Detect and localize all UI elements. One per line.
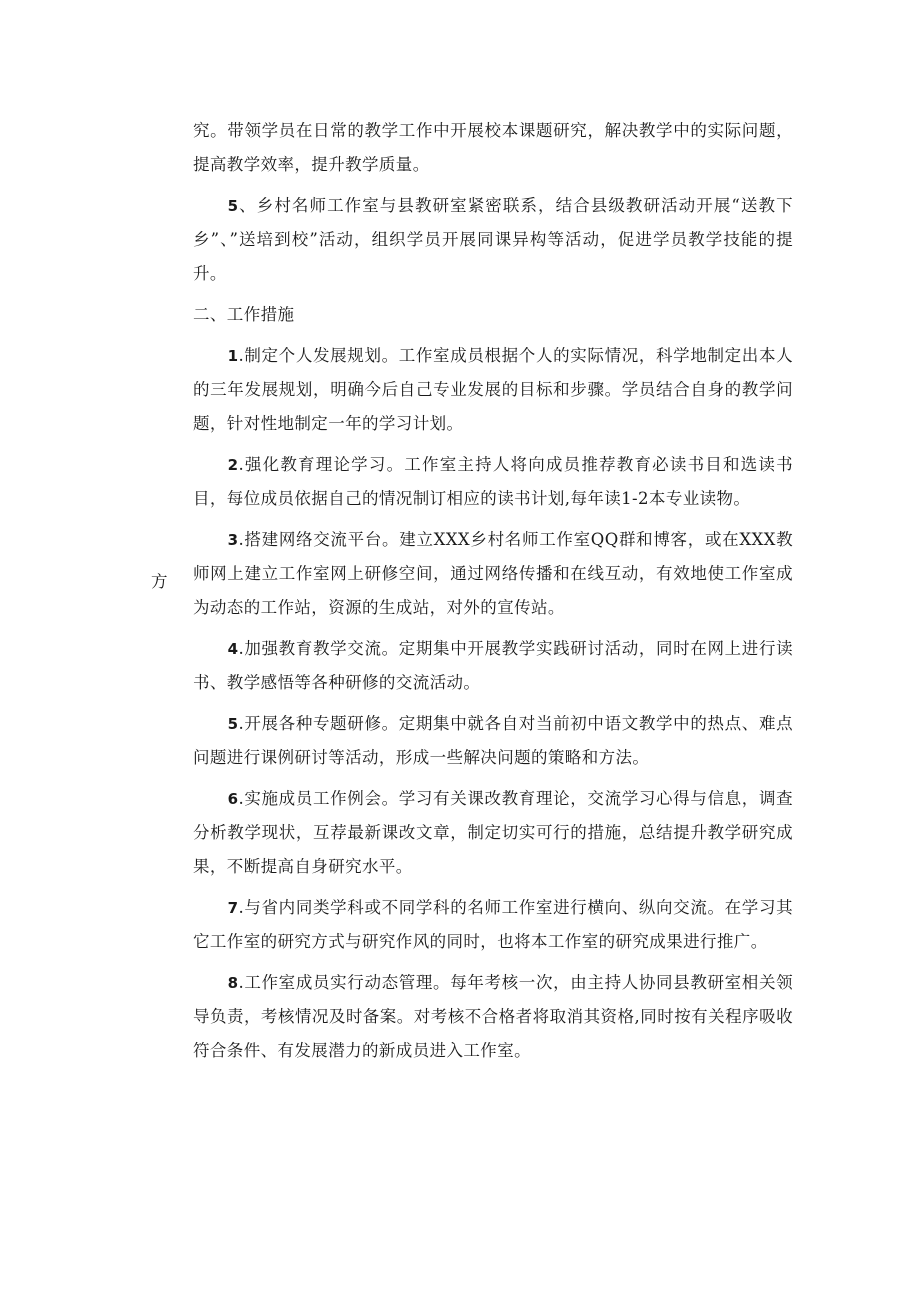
measure-item-4 bbox=[193, 632, 793, 700]
measure-number: 6 bbox=[227, 790, 239, 808]
goal-item-number: 5 bbox=[227, 197, 239, 215]
measure-text: .与省内同类学科或不同学科的名师工作室进行横向、纵向交流。在学习其它工作室的研究方式与研究作风的同时，也将本工作室的研究成果进行推广。 bbox=[193, 898, 793, 951]
measure-item-3 bbox=[193, 523, 793, 625]
margin-character: 方 bbox=[151, 572, 168, 591]
measure-item-1 bbox=[193, 339, 793, 441]
measure-number: 7 bbox=[227, 899, 239, 917]
measure-number: 4 bbox=[227, 640, 239, 658]
measure-number: 1 bbox=[227, 347, 239, 365]
measure-number: 3 bbox=[227, 531, 239, 549]
document-body bbox=[193, 114, 793, 1075]
measure-number: 5 bbox=[227, 715, 239, 733]
measure-text: .开展各种专题研修。定期集中就各自对当前初中语文教学中的热点、难点问题进行课例研讨等活动，形成一些解决问题的策略和方法。 bbox=[193, 714, 793, 767]
measure-text: .工作室成员实行动态管理。每年考核一次，由主持人协同县教研室相关领导负责，考核情况及时备案。对考核不合格者将取消其资格,同时按有关程序吸收符合条件、有发展潜力的新成员进入工作室。 bbox=[193, 973, 793, 1060]
section-heading: 二、工作措施 bbox=[193, 305, 295, 324]
measure-text: .搭建网络交流平台。建立XXX乡村名师工作室QQ群和博客，或在XXX教师网上建立工作室网上研修空间，通过网络传播和在线互动，有效地使工作室成为动态的工作站，资源的生成站，对外的宣传站。 bbox=[193, 530, 793, 617]
measure-text: .制定个人发展规划。工作室成员根据个人的实际情况，科学地制定出本人的三年发展规划，明确今后自己专业发展的目标和步骤。学员结合自身的教学问题，针对性地制定一年的学习计划。 bbox=[193, 346, 793, 433]
measure-item-5 bbox=[193, 707, 793, 775]
goal-item-text: 、乡村名师工作室与县教研室紧密联系，结合县级教研活动开展“送教下乡”、”送培到校”活动，组织学员开展同课异构等活动，促进学员教学技能的提升。 bbox=[193, 196, 793, 283]
measure-text: .实施成员工作例会。学习有关课改教育理论，交流学习心得与信息，调查分析教学现状，互荐最新课改文章，制定切实可行的措施，总结提升教学研究成果，不断提高自身研究水平。 bbox=[193, 789, 793, 876]
continuation-paragraph: 究。带领学员在日常的教学工作中开展校本课题研究，解决教学中的实际问题，提高教学效率，提升教学质量。 bbox=[193, 121, 793, 174]
measure-text: .加强教育教学交流。定期集中开展教学实践研讨活动，同时在网上进行读书、教学感悟等各种研修的交流活动。 bbox=[193, 639, 793, 692]
measure-item-7 bbox=[193, 891, 793, 959]
measure-item-8 bbox=[193, 966, 793, 1068]
measure-number: 8 bbox=[227, 974, 239, 992]
measure-number: 2 bbox=[227, 456, 239, 474]
measure-item-6 bbox=[193, 782, 793, 884]
measure-text: .强化教育理论学习。工作室主持人将向成员推荐教育必读书目和选读书目，每位成员依据自己的情况制订相应的读书计划,每年读1-2本专业读物。 bbox=[193, 455, 793, 508]
measure-item-2 bbox=[193, 448, 793, 516]
goal-item-5 bbox=[193, 189, 793, 291]
